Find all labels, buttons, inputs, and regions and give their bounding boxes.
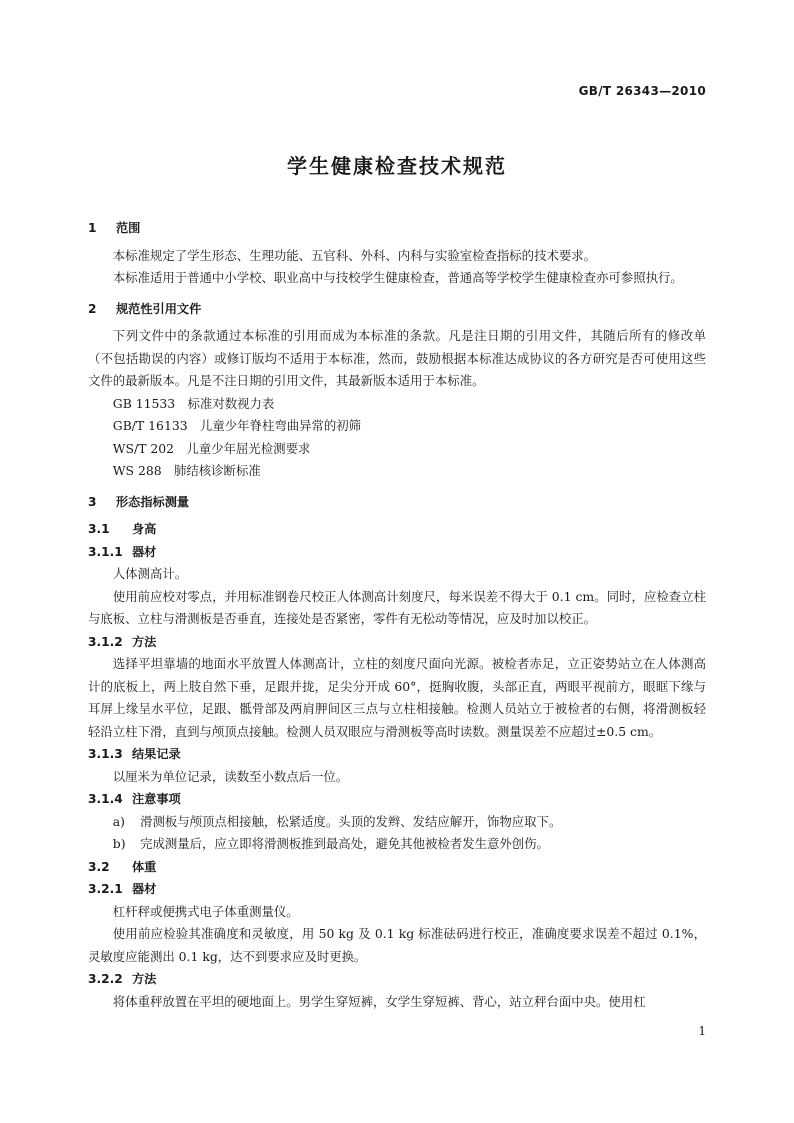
subsection-title: 器材 (132, 544, 157, 559)
subsection-heading (88, 743, 706, 766)
section-number: 2 (88, 301, 97, 316)
subsection-number: 3.1.2 (88, 634, 123, 649)
subsection-number: 3.1.4 (88, 792, 123, 806)
page-number: 1 (698, 1024, 706, 1038)
subsection-heading (88, 518, 706, 541)
list-text: 滑测板与颅顶点相接触，松紧适度。头顶的发辫、发结应解开，饰物应取下。 (140, 813, 562, 829)
subsection-heading (88, 631, 706, 654)
paragraph: 本标准适用于普通中小学校、职业高中与技校学生健康检查，普通高等学校学生健康检查亦可参照执行。 (112, 270, 683, 285)
section-heading (88, 217, 706, 240)
subsection-title: 体重 (132, 859, 157, 874)
section-title: 形态指标测量 (116, 494, 190, 509)
reference-item: WS/T 202 儿童少年屈光检测要求 (112, 440, 311, 456)
paragraph: 使用前应检验其准确度和灵敏度，用 50 kg 及 0.1 kg 标准砝码进行校正，准确度要求误差不超过 0.1%，灵敏度应能测出 0.1 kg，达不到要求应及时更换。 (88, 926, 706, 964)
subsection-number: 3.2 (88, 859, 110, 874)
reference-item: GB/T 16133 儿童少年脊柱弯曲异常的初筛 (112, 418, 362, 433)
subsection-title: 身高 (132, 522, 157, 536)
reference-item: WS 288 肺结核诊断标准 (112, 463, 261, 478)
subsection-number: 3.2.1 (88, 882, 123, 896)
section-heading (88, 298, 706, 321)
paragraph: 人体测高计。 (112, 566, 188, 581)
list-item (88, 833, 706, 856)
list-marker: b) (112, 836, 126, 851)
list-text: 完成测量后，应立即将滑测板推到最高处，避免其他被检者发生意外创伤。 (140, 836, 549, 851)
subsection-number: 3.1.1 (88, 544, 123, 559)
subsection-heading (88, 878, 706, 901)
document-body (88, 212, 706, 1013)
subsection-number: 3.1.3 (88, 747, 123, 761)
section-title: 范围 (116, 221, 141, 235)
section-number: 1 (88, 221, 97, 235)
subsection-title: 注意事项 (132, 792, 181, 806)
paragraph: 杠杆秤或便携式电子体重测量仪。 (112, 903, 299, 919)
paragraph: 使用前应校对零点，并用标准钢卷尺校正人体测高计刻度尺，每米误差不得大于 0.1 cm。同时，应检查立柱与底板、立柱与滑测板是否垂直，连接处是否紧密，零件有无松动等情况，应及时加以校正。 (88, 588, 706, 626)
subsection-heading (88, 968, 706, 991)
list-marker: a) (112, 813, 126, 829)
list-item (88, 811, 706, 834)
subsection-heading (88, 788, 706, 811)
standard-number: GB/T 26343—2010 (578, 84, 706, 98)
paragraph: 选择平坦靠墙的地面水平放置人体测高计，立柱的刻度尺面向光源。被检者赤足，立正姿势站立在人体测高计的底板上，两上肢自然下垂，足跟并拢，足尖分开成 60°，挺胸收腹，头部正直，两眼平视前方，眼眶下缘与耳屏上缘呈水平位，足跟、骶骨部及两肩胛间区三点与立柱相接触。检测人员站立于被检者的右侧，将滑测板轻轻沿立柱下滑，直到与颅顶点接触。检测人员双眼应与滑测板等高时读数。测量误差不应超过±0.5 cm。 (88, 656, 706, 739)
paragraph: 本标准规定了学生形态、生理功能、五官科、外科、内科与实验室检查指标的技术要求。 (112, 247, 597, 263)
subsection-heading (88, 541, 706, 564)
reference-item: GB 11533 标准对数视力表 (112, 395, 275, 411)
document-title: 学生健康检查技术规范 (287, 154, 507, 178)
section-title: 规范性引用文件 (116, 301, 202, 316)
subsection-heading (88, 856, 706, 879)
subsection-number: 3.2.2 (88, 972, 123, 986)
subsection-title: 方法 (132, 634, 157, 649)
subsection-title: 方法 (132, 972, 157, 986)
section-heading (88, 491, 706, 514)
subsection-title: 结果记录 (132, 747, 181, 761)
paragraph: 以厘米为单位记录，读数至小数点后一位。 (112, 768, 349, 784)
subsection-number: 3.1 (88, 522, 110, 536)
subsection-title: 器材 (132, 882, 157, 896)
paragraph: 将体重秤放置在平坦的硬地面上。男学生穿短裤，女学生穿短裤、背心，站立秤台面中央。使用杠 (112, 993, 646, 1009)
paragraph: 下列文件中的条款通过本标准的引用而成为本标准的条款。凡是注日期的引用文件，其随后所有的修改单（不包括勘误的内容）或修订版均不适用于本标准，然而，鼓励根据本标准达成协议的各方研究是否可使用这些文件的最新版本。凡是不注日期的引用文件，其最新版本适用于本标准。 (88, 328, 706, 388)
section-number: 3 (88, 494, 97, 509)
